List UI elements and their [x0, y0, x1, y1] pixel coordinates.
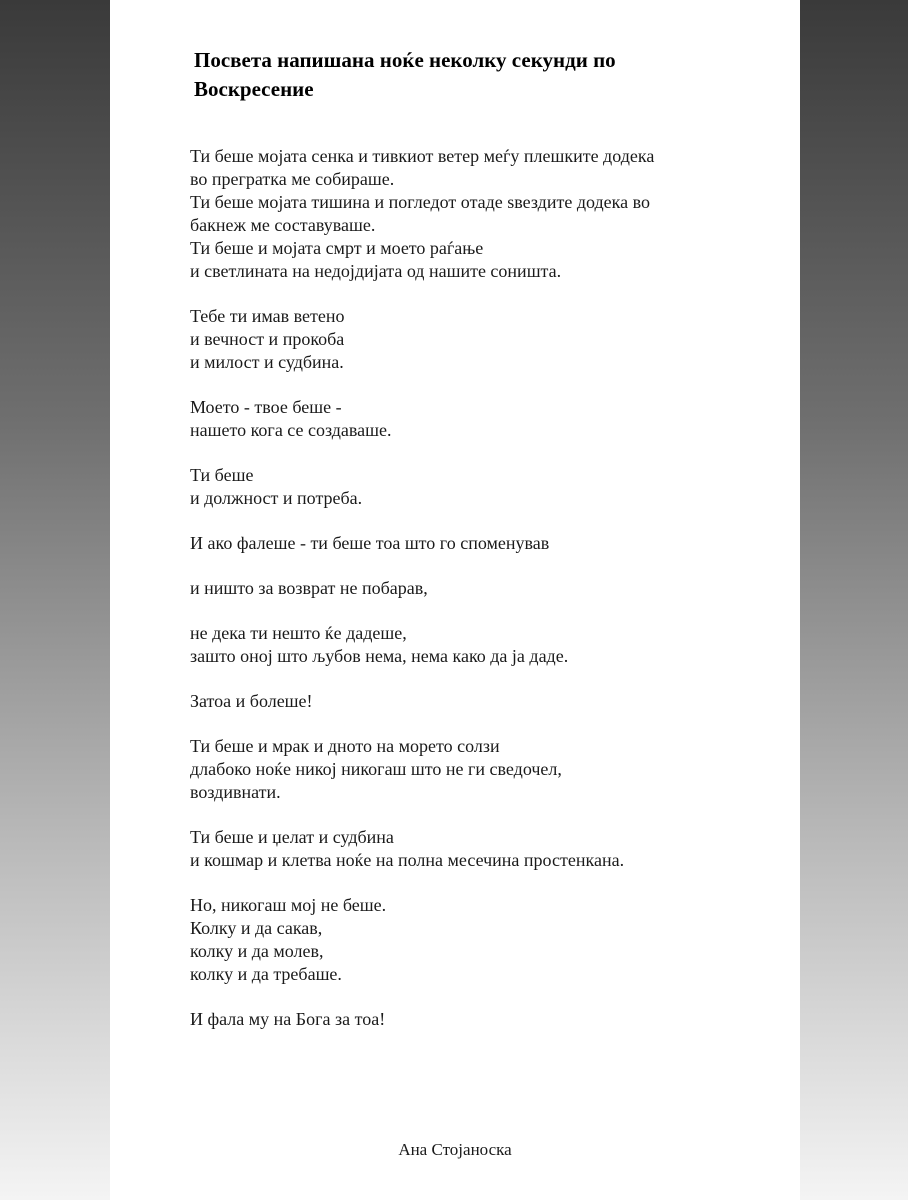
- poem-line: колку и да молев,: [190, 941, 324, 961]
- stanza: [190, 396, 780, 442]
- title-line: Посвета напишана ноќе неколку секунди по: [194, 48, 616, 72]
- stanza: [190, 532, 780, 555]
- poem-line: и вечност и прокоба: [190, 329, 345, 349]
- stanza: [190, 577, 780, 600]
- stanza: [190, 690, 780, 713]
- poem-line: Моето - твое беше -: [190, 397, 342, 417]
- poem-title: [194, 46, 754, 104]
- poem-line: во прегратка ме собираше.: [190, 169, 395, 189]
- poem-line: не дека ти нешто ќе дадеше,: [190, 623, 407, 643]
- poem-line: Ти беше: [190, 465, 254, 485]
- poem-line: Но, никогаш мој не беше.: [190, 895, 387, 915]
- poem-line: Тебе ти имав ветено: [190, 306, 345, 326]
- poem-line: длабоко ноќе никој никогаш што не ги сведочел,: [190, 759, 562, 779]
- poem-line: Ти беше мојата сенка и тивкиот ветер меѓу плешките додека: [190, 146, 655, 166]
- stanza: [190, 622, 780, 668]
- poem-line: Ти беше мојата тишина и погледот отаде ѕвездите додека во: [190, 192, 650, 212]
- poem-line: бакнеж ме составуваше.: [190, 215, 376, 235]
- poem-line: И фала му на Бога за тоа!: [190, 1009, 386, 1029]
- poem-line: зашто оној што љубов нема, нема како да ја даде.: [190, 646, 569, 666]
- poem-body: [190, 145, 780, 1053]
- stanza: [190, 735, 780, 804]
- poem-line: и милост и судбина.: [190, 352, 344, 372]
- poem-line: Ти беше и мрак и дното на морето солзи: [190, 736, 500, 756]
- author-signature: Ана Стојаноска: [398, 1140, 512, 1159]
- poem-line: Ти беше и мојата смрт и моето раѓање: [190, 238, 484, 258]
- stanza: [190, 464, 780, 510]
- poem-line: Колку и да сакав,: [190, 918, 323, 938]
- poem-line: воздивнати.: [190, 782, 281, 802]
- stanza: [190, 1008, 780, 1031]
- stanza: [190, 894, 780, 986]
- poem-line: и должност и потреба.: [190, 488, 363, 508]
- poem-line: И ако фалеше - ти беше тоа што го споменував: [190, 533, 550, 553]
- poem-line: колку и да требаше.: [190, 964, 342, 984]
- poem-line: и светлината на недојдијата од нашите соништа.: [190, 261, 562, 281]
- poem-line: Ти беше и џелат и судбина: [190, 827, 394, 847]
- title-line: Воскресение: [194, 77, 314, 101]
- document-page: [110, 0, 800, 1200]
- poem-line: Затоа и болеше!: [190, 691, 313, 711]
- poem-line: и ништо за возврат не побарав,: [190, 578, 428, 598]
- poem-line: и кошмар и клетва ноќе на полна месечина простенкана.: [190, 850, 625, 870]
- stanza: [190, 305, 780, 374]
- stanza: [190, 826, 780, 872]
- poem-line: нашето кога се создаваше.: [190, 420, 392, 440]
- stanza: [190, 145, 780, 283]
